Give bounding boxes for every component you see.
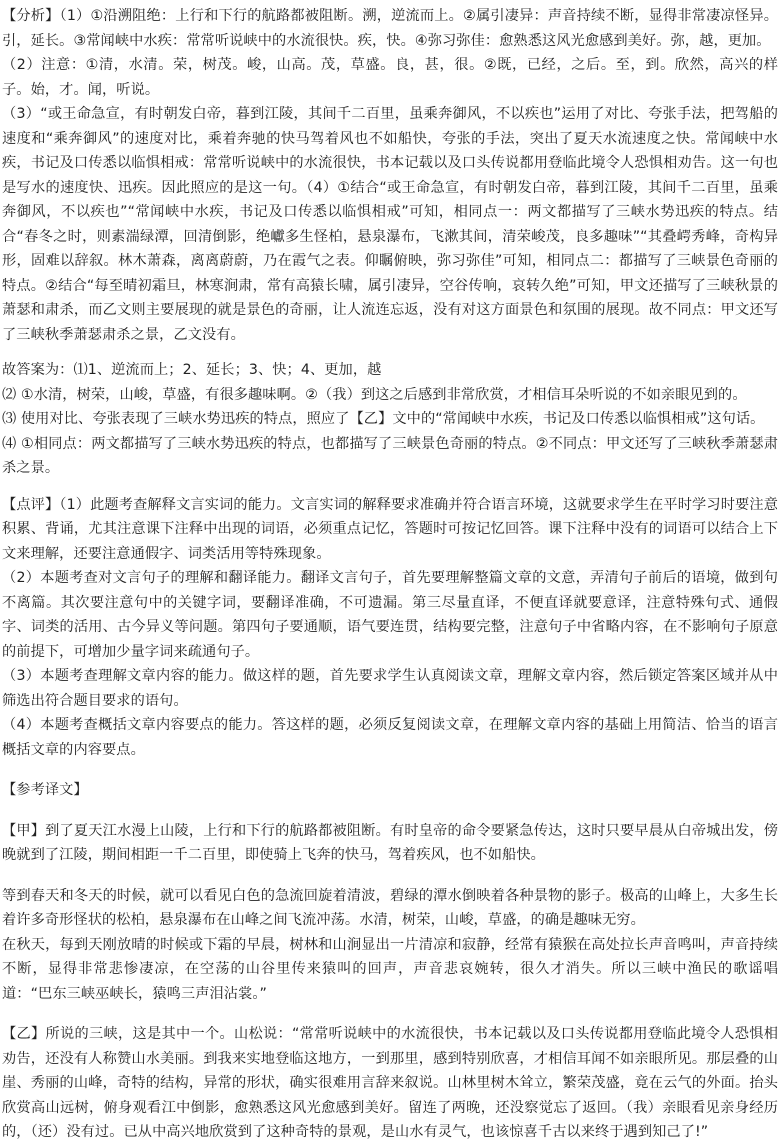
translation-jia-3: 在秋天，每到天刚放晴的时候或下霜的早晨，树林和山涧显出一片清凉和寂静，经常有猿猴在高处拉长声音鸣叫，声音持续不断，显得非常悲惨凄凉，在空荡的山谷里传来猿叫的回声，声音悲哀婉转，很久才消失。所以三峡中渔民的歌谣唱道：“巴东三峡巫峡长，猿鸣三声泪沾裳。” — [2, 936, 778, 1002]
comment-2: （2）本题考查对文言句子的理解和翻译能力。翻译文言句子，首先要理解整篇文章的文意，弄清句子前后的语境，做到句不离篇。其次要注意句中的关键字词，要翻译准确，不可遗漏。第三尽量直译，不便直译就要意译，注意特殊句式、通假字、词类的活用、古今异义等问题。第四句子要通顺，语气要连贯，结构要完整，注意句子中省略内容，在不影响句子原意的前提下，可增加少量字词来疏通句子。 — [2, 570, 778, 660]
answer-3: ⑶ 使用对比、夸张表现了三峡水势迅疾的特点，照应了【乙】文中的“常闻峡中水疾，书记及口传悉以临惧相戒”这句话。 — [2, 411, 765, 427]
analysis-part-3-4: （3）“或王命急宣，有时朝发白帝，暮到江陵，其间千二百里，虽乘奔御风，不以疾也”运用了对比、夸张手法，把驾船的速度和“乘奔御风”的速度对比，乘着奔驰的快马驾着风也不如船快，夸张的手法，突出了夏天水流速度之快。常闻峡中水疾，书记及口传悉以临惧相戒：常常听说峡中的水流很快，书本记载以及口头传说都用登临此境令人恐惧相劝告。这一句也是写水的速度快、迅疾。因此照应的是这一句。（4）①结合“或王命急宣，有时朝发白帝，暮到江陵，其间千二百里，虽乘奔御风，不以疾也”“常闻峡中水疾，书记及口传悉以临惧相戒”可知，相同点一：两文都描写了三峡水势迅疾的特点。结合“春冬之时，则素湍绿潭，回清倒影，绝巘多生怪柏，悬泉瀑布，飞漱其间，清荣峻茂，良多趣味”“其叠崿秀峰，奇构异形，固难以辞叙。林木萧森，离离蔚蔚，乃在霞气之表。仰瞩俯映，弥习弥佳”可知，相同点二：都描写了三峡景色奇丽的特点。②结合“每至晴初霜旦，林寒涧肃，常有高猿长啸，属引凄异，空谷传响，哀转久绝”可知，甲文还描写了三峡秋景的萧瑟和肃杀，而乙文则主要展现的就是景色的奇丽，让人流连忘返，没有对这方面景色和氛围的展现。故不同点：甲文还写了三峡秋季萧瑟肃杀之景，乙文没有。 — [2, 106, 778, 343]
answer-intro: 故答案为：⑴1、逆流而上；2、延长；3、快；4、更加，越 — [2, 362, 382, 378]
section-gap — [2, 481, 778, 493]
answer-2: ⑵ ①水清，树荣，山峻，草盛，有很多趣味啊。②（我）到这之后感到非常欣赏，才相信耳朵听说的不如亲眼见到的。 — [2, 386, 747, 403]
analysis-part-1: 【分析】（1）①沿溯阻绝：上行和下行的航路都被阻断。溯，逆流而上。②属引凄异：声音持续不断，显得非常凄凉怪异。引，延长。③常闻峡中水疾：常常听说峡中的水流很快。疾，快。④弥习弥佳：愈熟悉这风光愈感到美好。弥，越，更加。 — [2, 8, 778, 49]
translation-jia-2: 等到春天和冬天的时候，就可以看见白色的急流回旋着清波，碧绿的潭水倒映着各种景物的影子。极高的山峰上，大多生长着许多奇形怪状的松柏，悬泉瀑布在山峰之间飞流冲荡。水清，树荣，山峻，草盛，的确是趣味无穷。 — [2, 887, 778, 928]
answer-4: ⑷ ①相同点：两文都描写了三峡水势迅疾的特点，也都描写了三峡景色奇丽的特点。②不同点：甲文还写了三峡秋季萧瑟肃杀之景。 — [2, 435, 778, 476]
section-gap — [2, 1006, 778, 1022]
section-gap — [2, 868, 778, 884]
analysis-part-2: （2）注意：①清，水清。荣，树茂。峻，山高。茂，草盛。良，甚，很。②既，已经，之后。至，到。欣然，高兴的样子。始，才。闻，听说。 — [2, 57, 778, 98]
comment-1: 【点评】（1）此题考查解释文言实词的能力。文言实词的解释要求准确并符合语言环境，这就要求学生在平时学习时要注意积累、背诵，尤其注意课下注释中出现的词语，必须重点记忆，答题时可按记忆回答。课下注释中没有的词语可以结合上下文来理解，还要注意通假字、词类活用等特殊现象。 — [2, 496, 778, 562]
section-gap — [2, 347, 778, 358]
section-gap — [2, 803, 778, 819]
translation-yi: 【乙】所说的三峡，这是其中一个。山松说：“常常听说峡中的水流很快，书本记载以及口头传说都用登临此境令人恐惧相劝告，还没有人称赞山水美丽。到我来实地登临这地方，一到那里，感到特别欣喜，才相信耳闻不如亲眼所见。那层叠的山崖、秀丽的山峰，奇特的结构，异常的形状，确实很难用言辞来叙说。山林里树木耸立，繁荣茂盛，竟在云气的外面。抬头欣赏高山远树，俯身观看江中倒影，愈熟悉这风光愈感到美好。留连了两晚，还没察觉忘了返回。（我）亲眼看见亲身经历的，（还）没有过。已从中高兴地欣赏到了这种奇特的景观，是山水有灵气，也该惊喜千古以来终于遇到知己了!” — [2, 1026, 778, 1140]
section-gap — [2, 762, 778, 778]
comment-3: （3）本题考查理解文章内容的能力。做这样的题，首先要求学生认真阅读文章，理解文章内容，然后锁定答案区域并从中筛选出符合题目要求的语句。 — [2, 668, 778, 709]
translation-jia-1: 【甲】到了夏天江水漫上山陵，上行和下行的航路都被阻断。有时皇帝的命令要紧急传达，这时只要早晨从白帝城出发，傍晚就到了江陵，期间相距一千二百里，即使骑上飞奔的快马，驾着疾风，也不如船快。 — [2, 822, 778, 863]
comment-4: （4）本题考查概括文章内容要点的能力。答这样的题，必须反复阅读文章，在理解文章内容的基础上用简洁、恰当的语言概括文章的内容要点。 — [2, 717, 778, 758]
translation-heading: 【参考译文】 — [2, 782, 88, 798]
